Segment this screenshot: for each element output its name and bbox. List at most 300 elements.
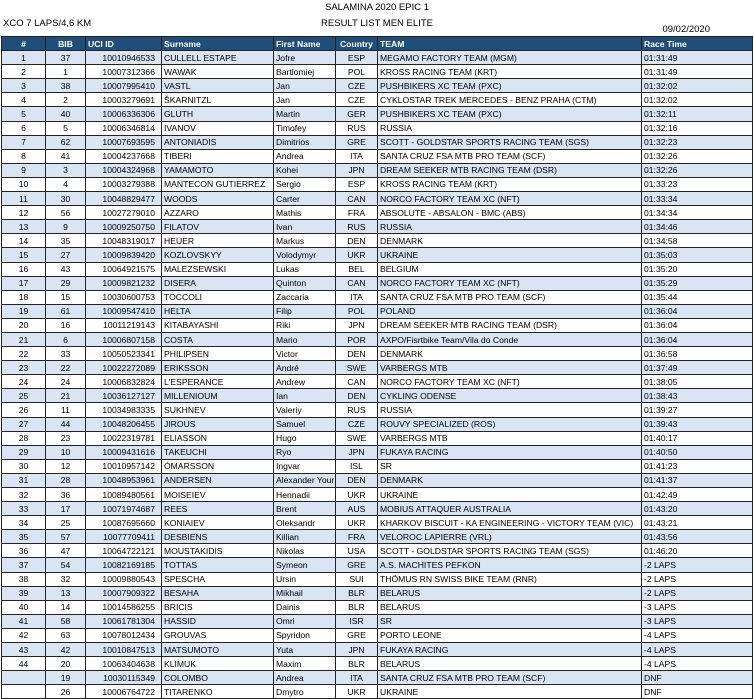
cell-first-name: Symeon — [274, 558, 336, 572]
cell-uci-id: 10006764722 — [86, 685, 162, 699]
cell-team: PORTO LEONE — [378, 628, 642, 642]
cell-team: THÖMUS RN SWISS BIKE TEAM (RNR) — [378, 572, 642, 586]
cell-first-name: Mikhail — [274, 586, 336, 600]
cell-first-name: Mathis — [274, 206, 336, 220]
cell-country: SUI — [336, 572, 378, 586]
cell-surname: AZZARO — [162, 206, 274, 220]
cell-bib: 25 — [46, 516, 86, 530]
table-row — [2, 544, 753, 558]
cell-bib: 35 — [46, 234, 86, 248]
cell-first-name: Riki — [274, 318, 336, 332]
cell-surname: MANTECON GUTIERREZ — [162, 177, 274, 191]
cell-bib: 58 — [46, 614, 86, 628]
cell-country: CZE — [336, 79, 378, 93]
cell-surname: DESBIENS — [162, 530, 274, 544]
cell-first-name: André — [274, 361, 336, 375]
col-header-position: # — [2, 37, 46, 51]
cell-race-time: 01:40:17 — [642, 431, 753, 445]
cell-position: 26 — [2, 403, 46, 417]
cell-surname: COSTA — [162, 332, 274, 346]
cell-surname: PHILIPSEN — [162, 347, 274, 361]
cell-position: 15 — [2, 248, 46, 262]
cell-country: BEL — [336, 262, 378, 276]
cell-race-time: -4 LAPS — [642, 643, 753, 657]
cell-race-time: 01:38:43 — [642, 389, 753, 403]
table-row — [2, 107, 753, 121]
cell-surname: MILLENIOUM — [162, 389, 274, 403]
cell-team: AXPO/Fisrtbike Team/Vila do Conde — [378, 332, 642, 346]
table-row — [2, 375, 753, 389]
cell-surname: TITARENKO — [162, 685, 274, 699]
cell-bib: 2 — [46, 93, 86, 107]
cell-position: 42 — [2, 628, 46, 642]
cell-bib: 40 — [46, 107, 86, 121]
cell-position: 29 — [2, 445, 46, 459]
cell-bib: 47 — [46, 544, 86, 558]
cell-team: PUSHBIKERS XC TEAM (PXC) — [378, 107, 642, 121]
cell-country: CZE — [336, 93, 378, 107]
cell-country: CAN — [336, 375, 378, 389]
cell-uci-id: 10006336306 — [86, 107, 162, 121]
cell-team: CYKLOSTAR TREK MERCEDES - BENZ PRAHA (CTM) — [378, 93, 642, 107]
cell-first-name: Dmytro — [274, 685, 336, 699]
cell-uci-id: 10071974687 — [86, 502, 162, 516]
cell-race-time: -3 LAPS — [642, 614, 753, 628]
cell-race-time: 01:37:49 — [642, 361, 753, 375]
cell-race-time: 01:38:05 — [642, 375, 753, 389]
cell-surname: KLIMUK — [162, 657, 274, 671]
cell-country: UKR — [336, 488, 378, 502]
cell-first-name: Ingvar — [274, 459, 336, 473]
cell-bib: 10 — [46, 445, 86, 459]
table-row — [2, 586, 753, 600]
cell-uci-id: 10006346814 — [86, 121, 162, 135]
cell-uci-id: 10061781304 — [86, 614, 162, 628]
cell-first-name: Jofre — [274, 51, 336, 65]
cell-race-time: -3 LAPS — [642, 600, 753, 614]
cell-race-time: 01:39:43 — [642, 417, 753, 431]
cell-race-time: 01:34:34 — [642, 206, 753, 220]
cell-team: ROUVY SPECIALIZED (ROS) — [378, 417, 642, 431]
table-row — [2, 262, 753, 276]
cell-race-time: 01:35:44 — [642, 290, 753, 304]
cell-uci-id: 10030600753 — [86, 290, 162, 304]
cell-race-time: 01:36:04 — [642, 332, 753, 346]
cell-position: 10 — [2, 177, 46, 191]
cell-team: VELOROC LAPIERRE (VRL) — [378, 530, 642, 544]
table-row — [2, 79, 753, 93]
table-row — [2, 488, 753, 502]
cell-race-time: 01:33:34 — [642, 192, 753, 206]
cell-race-time: 01:31:49 — [642, 51, 753, 65]
cell-team: UKRAINE — [378, 248, 642, 262]
cell-team: BELARUS — [378, 657, 642, 671]
cell-bib: 20 — [46, 657, 86, 671]
cell-first-name: Victor — [274, 347, 336, 361]
cell-team: SCOTT - GOLDSTAR SPORTS RACING TEAM (SGS) — [378, 135, 642, 149]
cell-surname: MOUSTAKIDIS — [162, 544, 274, 558]
cell-first-name: Filip — [274, 304, 336, 318]
cell-uci-id: 10009839420 — [86, 248, 162, 262]
cell-position: 38 — [2, 572, 46, 586]
cell-team: DENMARK — [378, 234, 642, 248]
table-row — [2, 516, 753, 530]
cell-bib: 44 — [46, 417, 86, 431]
cell-position — [2, 685, 46, 699]
cell-surname: ÓMARSSON — [162, 459, 274, 473]
cell-country: FRA — [336, 206, 378, 220]
cell-uci-id: 10048953961 — [86, 473, 162, 487]
cell-race-time: 01:32:02 — [642, 93, 753, 107]
cell-first-name: Dimitrios — [274, 135, 336, 149]
table-row — [2, 459, 753, 473]
cell-bib: 56 — [46, 206, 86, 220]
cell-bib: 16 — [46, 318, 86, 332]
cell-surname: CULLELL ESTAPE — [162, 51, 274, 65]
cell-team: MOBIUS ATTAQUER AUSTRALIA — [378, 502, 642, 516]
cell-position: 43 — [2, 643, 46, 657]
cell-bib: 26 — [46, 685, 86, 699]
table-row — [2, 614, 753, 628]
cell-bib: 28 — [46, 473, 86, 487]
cell-uci-id: 10063404638 — [86, 657, 162, 671]
cell-uci-id: 10077709411 — [86, 530, 162, 544]
col-header-country: Country — [336, 37, 378, 51]
cell-race-time: 01:34:46 — [642, 220, 753, 234]
cell-bib: 37 — [46, 51, 86, 65]
cell-team: RUSSIA — [378, 403, 642, 417]
cell-uci-id: 10050523341 — [86, 347, 162, 361]
cell-bib: 11 — [46, 403, 86, 417]
cell-country: ITA — [336, 149, 378, 163]
race-date: 09/02/2020 — [662, 24, 710, 35]
cell-team: SCOTT - GOLDSTAR SPORTS RACING TEAM (SGS) — [378, 544, 642, 558]
cell-surname: HASSID — [162, 614, 274, 628]
cell-bib: 13 — [46, 586, 86, 600]
cell-race-time: 01:39:27 — [642, 403, 753, 417]
cell-uci-id: 10027279010 — [86, 206, 162, 220]
cell-first-name: Hugo — [274, 431, 336, 445]
cell-bib: 9 — [46, 220, 86, 234]
cell-surname: GLUTH — [162, 107, 274, 121]
cell-surname: JIROUS — [162, 417, 274, 431]
cell-uci-id: 10004324968 — [86, 163, 162, 177]
list-title: RESULT LIST MEN ELITE — [321, 18, 433, 29]
table-row — [2, 135, 753, 149]
cell-surname: KONIAIEV — [162, 516, 274, 530]
cell-team: DREAM SEEKER MTB RACING TEAM (DSR) — [378, 318, 642, 332]
cell-country: DEN — [336, 347, 378, 361]
cell-bib: 29 — [46, 276, 86, 290]
cell-position: 1 — [2, 51, 46, 65]
table-row — [2, 502, 753, 516]
cell-country: ESP — [336, 51, 378, 65]
cell-country: GER — [336, 107, 378, 121]
cell-team: VARBERGS MTB — [378, 361, 642, 375]
cell-position: 2 — [2, 65, 46, 79]
cell-first-name: Sergio — [274, 177, 336, 191]
table-row — [2, 248, 753, 262]
cell-bib: 5 — [46, 121, 86, 135]
cell-team: BELARUS — [378, 586, 642, 600]
cell-team: DENMARK — [378, 347, 642, 361]
cell-race-time: 01:32:26 — [642, 149, 753, 163]
cell-country: DEN — [336, 234, 378, 248]
cell-first-name: Lukas — [274, 262, 336, 276]
cell-surname: SUKHNEV — [162, 403, 274, 417]
cell-team: SANTA CRUZ FSA MTB PRO TEAM (SCF) — [378, 149, 642, 163]
cell-race-time: 01:40:50 — [642, 445, 753, 459]
cell-bib: 33 — [46, 347, 86, 361]
cell-country: ITA — [336, 671, 378, 685]
cell-country: UKR — [336, 516, 378, 530]
cell-country: GRE — [336, 628, 378, 642]
cell-team: DENMARK — [378, 473, 642, 487]
cell-team: RUSSIA — [378, 220, 642, 234]
cell-bib: 4 — [46, 177, 86, 191]
cell-position: 19 — [2, 304, 46, 318]
cell-country: POL — [336, 65, 378, 79]
cell-position: 36 — [2, 544, 46, 558]
cell-country: CAN — [336, 276, 378, 290]
cell-race-time: 01:35:03 — [642, 248, 753, 262]
cell-first-name: Carter — [274, 192, 336, 206]
results-body — [2, 51, 753, 699]
cell-country: RUS — [336, 220, 378, 234]
cell-uci-id: 10003279388 — [86, 177, 162, 191]
cell-surname: HEUER — [162, 234, 274, 248]
table-row — [2, 65, 753, 79]
cell-race-time: 01:36:58 — [642, 347, 753, 361]
cell-team: NORCO FACTORY TEAM XC (NFT) — [378, 276, 642, 290]
cell-team: CYKLING ODENSE — [378, 389, 642, 403]
cell-first-name: Killian — [274, 530, 336, 544]
cell-country: JPN — [336, 643, 378, 657]
cell-race-time: 01:43:21 — [642, 516, 753, 530]
cell-surname: TOTTAS — [162, 558, 274, 572]
cell-uci-id: 10006807158 — [86, 332, 162, 346]
cell-country: ISL — [336, 459, 378, 473]
cell-team: FUKAYA RACING — [378, 643, 642, 657]
col-header-bib: BIB — [46, 37, 86, 51]
table-row — [2, 389, 753, 403]
table-row — [2, 347, 753, 361]
cell-uci-id: 10004237668 — [86, 149, 162, 163]
cell-surname: ŠKARNITZL — [162, 93, 274, 107]
cell-uci-id: 10048319017 — [86, 234, 162, 248]
table-row — [2, 206, 753, 220]
cell-country: ITA — [336, 290, 378, 304]
cell-position: 35 — [2, 530, 46, 544]
cell-bib: 24 — [46, 375, 86, 389]
cell-bib: 22 — [46, 361, 86, 375]
cell-race-time: 01:32:23 — [642, 135, 753, 149]
cell-position: 39 — [2, 586, 46, 600]
cell-bib: 41 — [46, 149, 86, 163]
cell-uci-id: 10007312366 — [86, 65, 162, 79]
cell-surname: MALEZSEWSKI — [162, 262, 274, 276]
table-row — [2, 304, 753, 318]
cell-position: 23 — [2, 361, 46, 375]
table-row — [2, 530, 753, 544]
cell-first-name: Nikolas — [274, 544, 336, 558]
table-row — [2, 220, 753, 234]
cell-bib: 14 — [46, 600, 86, 614]
cell-team: UKRAINE — [378, 488, 642, 502]
table-row — [2, 51, 753, 65]
table-row — [2, 234, 753, 248]
col-header-uci-id: UCI ID — [86, 37, 162, 51]
cell-bib: 42 — [46, 643, 86, 657]
cell-race-time: -4 LAPS — [642, 628, 753, 642]
cell-uci-id: 10009250750 — [86, 220, 162, 234]
cell-country: FRA — [336, 530, 378, 544]
cell-surname: IVANOV — [162, 121, 274, 135]
cell-first-name: Maxim — [274, 657, 336, 671]
cell-country: UKR — [336, 685, 378, 699]
cell-team: DREAM SEEKER MTB RACING TEAM (DSR) — [378, 163, 642, 177]
table-row — [2, 290, 753, 304]
cell-bib: 19 — [46, 671, 86, 685]
cell-first-name: Andrea — [274, 671, 336, 685]
table-row — [2, 572, 753, 586]
col-header-first-name: First Name — [274, 37, 336, 51]
cell-position: 22 — [2, 347, 46, 361]
table-row — [2, 417, 753, 431]
cell-race-time: 01:32:11 — [642, 107, 753, 121]
cell-bib: 63 — [46, 628, 86, 642]
cell-position: 30 — [2, 459, 46, 473]
cell-uci-id: 10007693595 — [86, 135, 162, 149]
cell-team: PUSHBIKERS XC TEAM (PXC) — [378, 79, 642, 93]
cell-country: AUS — [336, 502, 378, 516]
table-row — [2, 657, 753, 671]
cell-position: 31 — [2, 473, 46, 487]
cell-uci-id: 10009821232 — [86, 276, 162, 290]
cell-first-name: Andrew — [274, 375, 336, 389]
cell-position: 32 — [2, 488, 46, 502]
cell-bib: 61 — [46, 304, 86, 318]
table-row — [2, 628, 753, 642]
table-row — [2, 163, 753, 177]
cell-race-time: 01:42:49 — [642, 488, 753, 502]
cell-country: DEN — [336, 473, 378, 487]
cell-race-time: -2 LAPS — [642, 586, 753, 600]
cell-country: JPN — [336, 445, 378, 459]
cell-first-name: Timofey — [274, 121, 336, 135]
cell-first-name: Kohei — [274, 163, 336, 177]
cell-uci-id: 10022319781 — [86, 431, 162, 445]
cell-race-time: 01:31:49 — [642, 65, 753, 79]
cell-team: POLAND — [378, 304, 642, 318]
cell-team: FUKAYA RACING — [378, 445, 642, 459]
cell-position: 12 — [2, 206, 46, 220]
cell-surname: COLOMBO — [162, 671, 274, 685]
cell-position: 41 — [2, 614, 46, 628]
cell-bib: 57 — [46, 530, 86, 544]
cell-team: BELGIUM — [378, 262, 642, 276]
cell-race-time: DNF — [642, 685, 753, 699]
cell-surname: VASTL — [162, 79, 274, 93]
cell-uci-id: 10022272089 — [86, 361, 162, 375]
cell-uci-id: 10007909322 — [86, 586, 162, 600]
race-info: XCO 7 LAPS/4,6 KM — [3, 18, 92, 29]
cell-surname: MATSUMOTO — [162, 643, 274, 657]
cell-bib: 38 — [46, 79, 86, 93]
table-row — [2, 276, 753, 290]
cell-team: SANTA CRUZ FSA MTB PRO TEAM (SCF) — [378, 290, 642, 304]
cell-uci-id: 10064722121 — [86, 544, 162, 558]
cell-race-time: 01:41:37 — [642, 473, 753, 487]
table-row — [2, 671, 753, 685]
cell-position: 21 — [2, 332, 46, 346]
table-row — [2, 403, 753, 417]
header-row — [2, 37, 753, 51]
event-title: SALAMINA 2020 EPIC 1 — [324, 2, 430, 13]
cell-first-name: Oleksandr — [274, 516, 336, 530]
cell-uci-id: 10009547410 — [86, 304, 162, 318]
cell-first-name: Andrea — [274, 149, 336, 163]
cell-position: 8 — [2, 149, 46, 163]
cell-country: JPN — [336, 163, 378, 177]
cell-race-time: 01:36:04 — [642, 318, 753, 332]
cell-team: KROSS RACING TEAM (KRT) — [378, 177, 642, 191]
cell-position: 9 — [2, 163, 46, 177]
cell-uci-id: 10003279691 — [86, 93, 162, 107]
cell-team: SR — [378, 614, 642, 628]
cell-surname: SPESCHA — [162, 572, 274, 586]
table-row — [2, 192, 753, 206]
cell-first-name: Yuta — [274, 643, 336, 657]
cell-race-time: DNF — [642, 671, 753, 685]
cell-surname: DISERA — [162, 276, 274, 290]
cell-country: ESP — [336, 177, 378, 191]
cell-uci-id: 10010957142 — [86, 459, 162, 473]
cell-position: 16 — [2, 262, 46, 276]
cell-position: 37 — [2, 558, 46, 572]
cell-bib: 43 — [46, 262, 86, 276]
cell-bib: 1 — [46, 65, 86, 79]
cell-position: 4 — [2, 93, 46, 107]
cell-uci-id: 10036127127 — [86, 389, 162, 403]
cell-surname: KOZLOVSKYY — [162, 248, 274, 262]
cell-surname: REES — [162, 502, 274, 516]
cell-position: 44 — [2, 657, 46, 671]
cell-bib: 3 — [46, 163, 86, 177]
cell-race-time: -2 LAPS — [642, 558, 753, 572]
results-table — [1, 36, 753, 699]
cell-country: CAN — [336, 192, 378, 206]
cell-position: 17 — [2, 276, 46, 290]
cell-first-name: Zaccaria — [274, 290, 336, 304]
cell-surname: ANDERSEN — [162, 473, 274, 487]
cell-race-time: 01:41:23 — [642, 459, 753, 473]
cell-country: SWE — [336, 431, 378, 445]
cell-surname: WOODS — [162, 192, 274, 206]
cell-race-time: 01:34:58 — [642, 234, 753, 248]
cell-team: NORCO FACTORY TEAM XC (NFT) — [378, 375, 642, 389]
cell-race-time: 01:32:02 — [642, 79, 753, 93]
cell-country: GRE — [336, 558, 378, 572]
cell-uci-id: 10006832824 — [86, 375, 162, 389]
cell-bib: 17 — [46, 502, 86, 516]
cell-surname: ERIKSSON — [162, 361, 274, 375]
cell-position: 14 — [2, 234, 46, 248]
cell-position: 5 — [2, 107, 46, 121]
cell-uci-id: 10010946533 — [86, 51, 162, 65]
cell-position: 25 — [2, 389, 46, 403]
cell-position — [2, 671, 46, 685]
